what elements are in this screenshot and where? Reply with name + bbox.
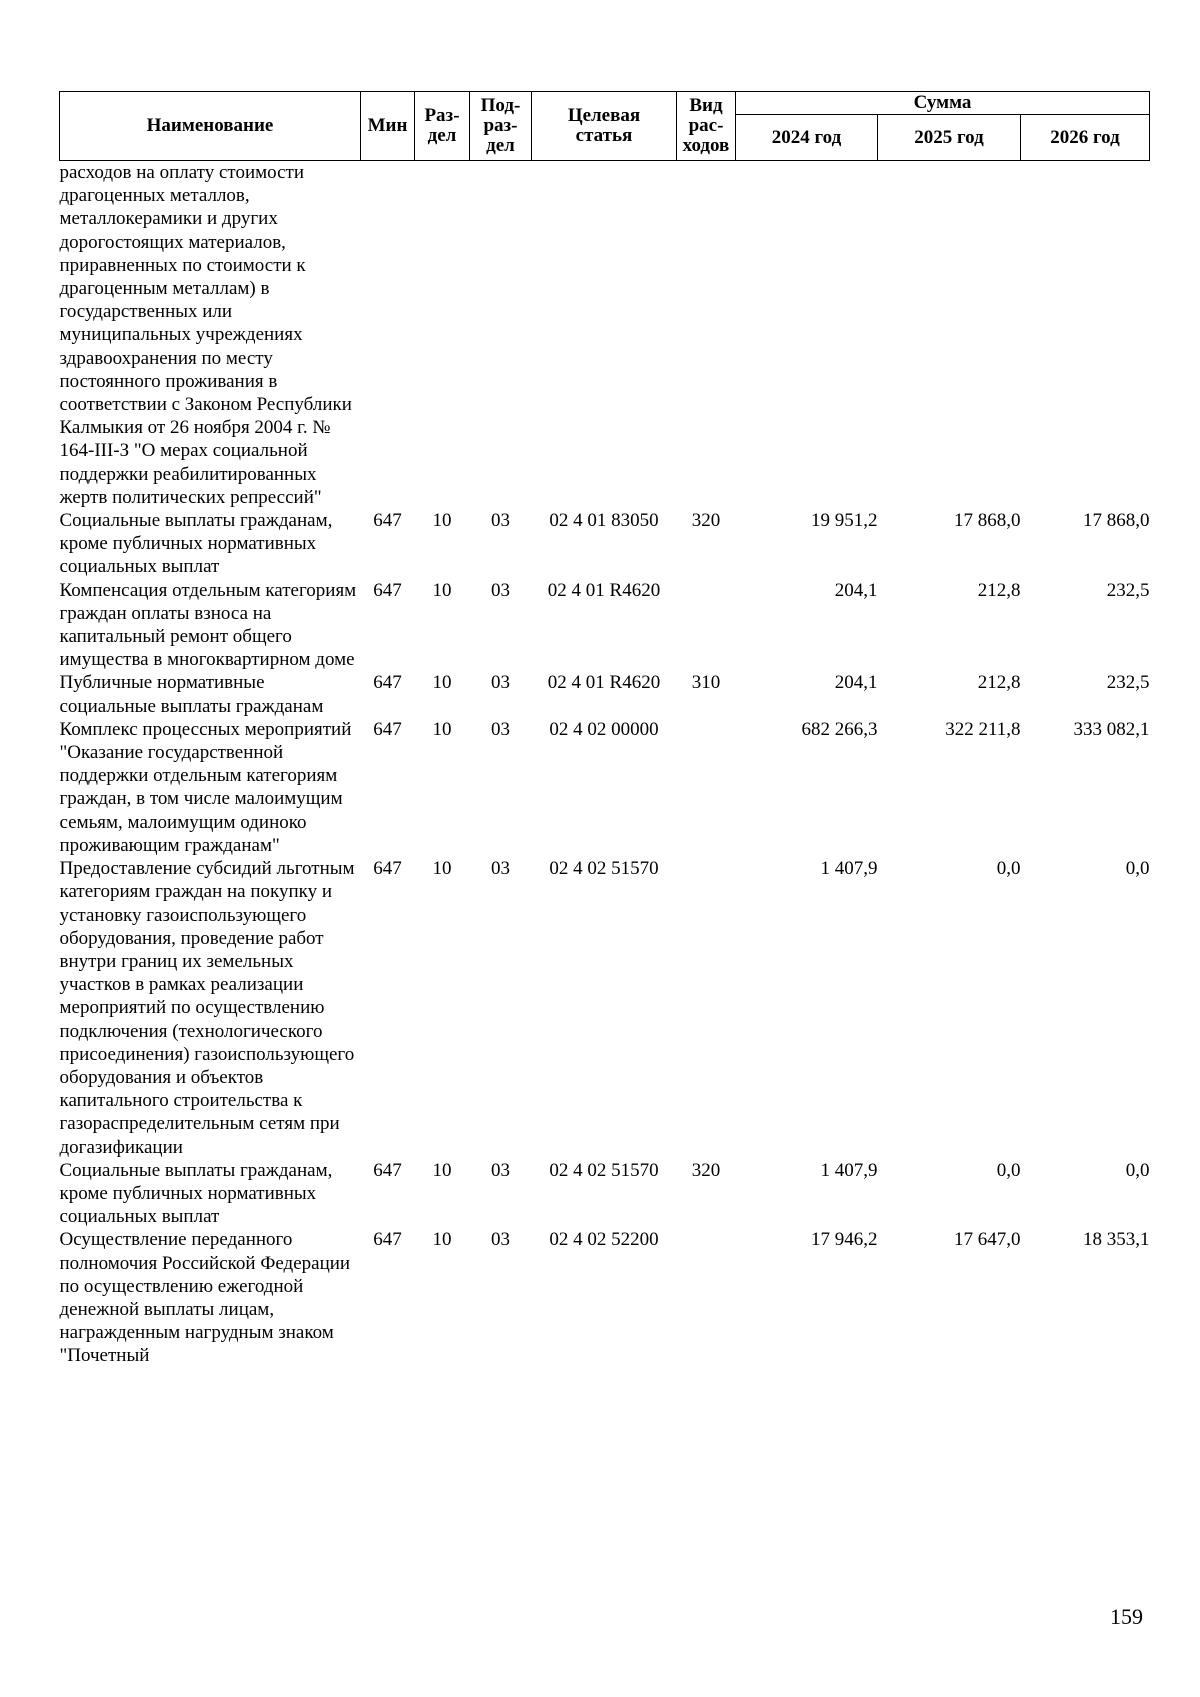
page-number: 159	[1110, 1604, 1143, 1629]
row-min: 647	[373, 718, 402, 740]
table-row	[60, 579, 1150, 672]
header-summa: Сумма	[736, 92, 1150, 115]
row-min	[361, 161, 415, 510]
row-cel-statya: 02 4 01 R4620	[547, 672, 661, 694]
row-sum-2026: 17 868,0	[1083, 510, 1150, 532]
row-name: Социальные выплаты гражданам, кроме публичных нормативных социальных выплат	[59, 1159, 333, 1228]
table-row	[60, 1228, 1150, 1367]
row-sum-2024: 17 946,2	[811, 1229, 878, 1251]
row-name: Комплекс процессных мероприятий "Оказание государственной поддержки отдельным категориям граждан, в том числе малоимущим семьям, малоимущим одиноко проживающим гражданам"	[59, 718, 352, 856]
row-podrazdel: 03	[491, 579, 510, 601]
row-sum-2025: 322 211,8	[945, 718, 1021, 740]
header-name: Наименование	[60, 92, 361, 161]
row-sum-2026: 333 082,1	[1073, 718, 1150, 740]
table-row	[60, 161, 1150, 510]
table-row	[60, 857, 1150, 1159]
row-razdel: 10	[432, 1159, 452, 1181]
row-min: 647	[373, 672, 402, 694]
row-vid-rashodov	[677, 579, 736, 672]
row-min: 647	[373, 1229, 402, 1251]
row-podrazdel: 03	[491, 858, 510, 880]
row-podrazdel: 03	[491, 1159, 510, 1181]
row-razdel: 10	[432, 579, 452, 601]
row-sum-2025	[878, 161, 1021, 510]
header-cel-statya: Целевая статья	[532, 92, 677, 161]
row-cel-statya: 02 4 01 83050	[549, 510, 659, 532]
row-sum-2024: 1 407,9	[820, 1159, 878, 1181]
budget-table	[59, 91, 1150, 1368]
row-vid-rashodov: 320	[691, 510, 721, 532]
header-year-2024: 2024 год	[736, 115, 878, 161]
row-min: 647	[373, 858, 402, 880]
row-name: Предоставление субсидий льготным категориям граждан на покупку и установку газоиспользующего оборудования, проведение работ внутри границ их земельных участков в рамках реализации мероприятий по осуществлению подключения (технологического присоединения) газоиспользующего оборудования и объектов капитального строительства к газораспределительным сетям при догазификации	[59, 858, 355, 1158]
row-vid-rashodov	[677, 857, 736, 1159]
row-podrazdel: 03	[491, 718, 510, 740]
row-sum-2024: 682 266,3	[801, 718, 878, 740]
row-sum-2025: 0,0	[996, 1159, 1021, 1181]
row-vid-rashodov	[677, 1228, 736, 1367]
row-name: Компенсация отдельным категориям граждан оплаты взноса на капитальный ремонт общего имущества в многоквартирном доме	[59, 579, 357, 671]
table-row	[60, 1159, 1150, 1229]
row-cel-statya: 02 4 02 52200	[549, 1229, 659, 1251]
row-podrazdel: 03	[491, 1229, 510, 1251]
row-name: расходов на оплату стоимости драгоценных металлов, металлокерамики и других дорогостоящих материалов, приравненных по стоимости к драгоценным металлам) в государственных или муниципальных учреждениях здравоохранения по месту постоянного проживания в соответствии с Законом Республики Калмыкия от 26 ноября 2004 г. № 164-III-З "О мерах социальной поддержки реабилитированных жертв политических репрессий"	[59, 162, 352, 508]
row-cel-statya: 02 4 02 51570	[549, 1159, 659, 1181]
row-sum-2025: 212,8	[977, 579, 1021, 601]
row-sum-2025: 17 647,0	[954, 1229, 1021, 1251]
header-year-2025: 2025 год	[878, 115, 1021, 161]
row-sum-2026: 18 353,1	[1083, 1229, 1150, 1251]
row-vid-rashodov	[677, 718, 736, 857]
row-cel-statya: 02 4 01 R4620	[547, 579, 661, 601]
row-min: 647	[373, 579, 402, 601]
header-year-2026: 2026 год	[1021, 115, 1150, 161]
header-min: Мин	[361, 92, 415, 161]
table-row	[60, 718, 1150, 857]
row-sum-2026: 232,5	[1106, 579, 1150, 601]
row-min: 647	[373, 510, 402, 532]
header-razdel: Раз- дел	[415, 92, 470, 161]
row-razdel: 10	[432, 718, 452, 740]
row-sum-2024	[736, 161, 878, 510]
row-razdel: 10	[432, 1229, 452, 1251]
row-name: Социальные выплаты гражданам, кроме публичных нормативных социальных выплат	[59, 510, 333, 578]
row-razdel: 10	[432, 858, 452, 880]
table-header	[60, 92, 1150, 161]
row-sum-2025: 212,8	[977, 672, 1021, 694]
row-podrazdel	[470, 161, 532, 510]
row-min: 647	[373, 1159, 402, 1181]
row-sum-2025: 17 868,0	[954, 510, 1021, 532]
table-body	[60, 161, 1150, 1368]
row-cel-statya: 02 4 02 51570	[549, 858, 659, 880]
row-sum-2024: 1 407,9	[820, 858, 878, 880]
header-vid-rashodov: Вид рас- ходов	[677, 92, 736, 161]
row-name: Публичные нормативные социальные выплаты гражданам	[59, 672, 324, 717]
row-cel-statya: 02 4 02 00000	[549, 718, 659, 740]
row-razdel: 10	[432, 672, 452, 694]
row-sum-2026: 0,0	[1125, 1159, 1150, 1181]
row-sum-2024: 204,1	[834, 579, 878, 601]
row-sum-2026: 232,5	[1106, 672, 1150, 694]
row-name: Осуществление переданного полномочия Российской Федерации по осуществлению ежегодной денежной выплаты лицам, награжденным нагрудным знаком "Почетный	[59, 1229, 351, 1367]
row-vid-rashodov	[677, 161, 736, 510]
row-vid-rashodov: 320	[691, 1159, 721, 1181]
table-row	[60, 509, 1150, 579]
row-vid-rashodov: 310	[691, 672, 721, 694]
row-cel-statya	[532, 161, 677, 510]
row-sum-2024: 19 951,2	[811, 510, 878, 532]
row-podrazdel: 03	[491, 510, 510, 532]
row-sum-2026: 0,0	[1125, 858, 1150, 880]
row-razdel: 10	[432, 510, 452, 532]
header-podrazdel: Под- раз- дел	[470, 92, 532, 161]
row-podrazdel: 03	[491, 672, 510, 694]
row-sum-2024: 204,1	[834, 672, 878, 694]
row-sum-2026	[1021, 161, 1150, 510]
row-sum-2025: 0,0	[996, 858, 1021, 880]
table-row	[60, 671, 1150, 717]
row-razdel	[415, 161, 470, 510]
